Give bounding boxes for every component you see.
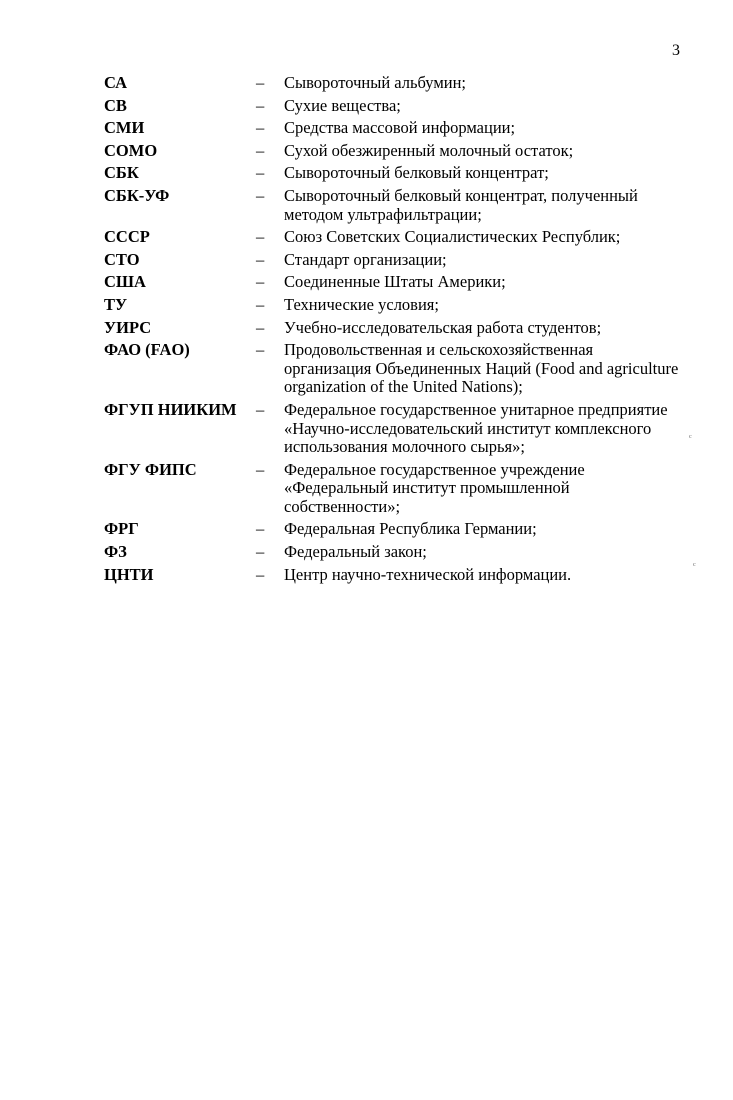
abbreviation-row	[104, 401, 704, 457]
abbreviation-definition: Сухой обезжиренный молочный остаток;	[284, 140, 574, 160]
dash: –	[256, 519, 265, 539]
abbreviation-term: СОМО	[104, 140, 158, 160]
dash: –	[256, 118, 265, 138]
abbreviation-row	[104, 187, 704, 224]
abbreviation-definition: Сывороточный альбумин;	[284, 73, 466, 92]
abbreviation-term: СБК	[104, 163, 139, 183]
abbreviation-definition: Сывороточный белковый концентрат, полученный методом ультрафильтрации;	[284, 185, 638, 224]
dash: –	[256, 340, 265, 360]
abbreviation-definition: Технические условия;	[284, 294, 439, 314]
abbreviation-definition: Федеральное государственное унитарное предприятие «Научно-исследовательский институт комплексного использования молочного сырья»;	[284, 399, 668, 457]
abbreviation-row	[104, 164, 704, 183]
abbreviation-definition: Федеральное государственное учреждение «Федеральный институт промышленной собственности»;	[284, 459, 585, 516]
scan-speck-mark: ᶜ	[689, 432, 692, 444]
abbreviation-term: СБК-УФ	[104, 185, 170, 205]
dash: –	[256, 294, 265, 314]
dash: –	[256, 542, 265, 562]
abbreviation-definition: Федеральный закон;	[284, 542, 427, 562]
abbreviation-definition: Соединенные Штаты Америки;	[284, 272, 506, 292]
dash: –	[256, 399, 265, 419]
abbreviation-definition: Стандарт организации;	[284, 249, 447, 269]
abbreviation-row	[104, 273, 704, 292]
abbreviation-term: ФГУП НИИКИМ	[104, 399, 237, 419]
abbreviation-row	[104, 543, 704, 562]
scan-speck-mark: ᶜ	[693, 560, 696, 572]
abbreviation-row	[104, 119, 704, 138]
abbreviation-row	[104, 461, 704, 517]
abbreviation-term: СА	[104, 73, 128, 92]
dash: –	[256, 185, 265, 205]
abbreviation-definition: Федеральная Республика Германии;	[284, 519, 537, 539]
abbreviation-term: США	[104, 272, 146, 292]
abbreviation-term: ФАО (FAO)	[104, 340, 190, 360]
abbreviation-term: ФГУ ФИПС	[104, 459, 197, 479]
abbreviation-term: СМИ	[104, 118, 145, 138]
abbreviation-term: ЦНТИ	[104, 564, 154, 584]
abbreviation-term: ФРГ	[104, 519, 139, 539]
abbreviation-row	[104, 97, 704, 116]
abbreviation-row	[104, 228, 704, 247]
abbreviation-row	[104, 251, 704, 270]
abbreviation-row	[104, 341, 704, 397]
abbreviation-term: ФЗ	[104, 542, 127, 562]
abbreviation-definition: Центр научно-технической информации.	[284, 564, 572, 584]
abbreviation-definition: Сывороточный белковый концентрат;	[284, 163, 549, 183]
abbreviation-row	[104, 520, 704, 539]
abbreviation-row	[104, 319, 704, 338]
abbreviation-definition: Союз Советских Социалистических Республик;	[284, 227, 621, 247]
dash: –	[256, 272, 265, 292]
abbreviation-row	[104, 296, 704, 315]
dash: –	[256, 73, 265, 92]
abbreviation-term: СТО	[104, 249, 140, 269]
abbreviation-definition: Продовольственная и сельскохозяйственная организация Объединенных Наций (Food and agriculture organization of the United Nations);	[284, 340, 679, 397]
dash: –	[256, 140, 265, 160]
abbreviation-term: ТУ	[104, 294, 128, 314]
dash: –	[256, 249, 265, 269]
abbreviation-definition: Средства массовой информации;	[284, 118, 516, 138]
abbreviation-row	[104, 566, 704, 585]
abbreviation-list	[104, 74, 704, 588]
dash: –	[256, 227, 265, 247]
dash: –	[256, 163, 265, 183]
abbreviation-row	[104, 142, 704, 161]
dash: –	[256, 317, 265, 337]
dash: –	[256, 95, 265, 115]
abbreviation-term: УИРС	[104, 317, 152, 337]
abbreviation-definition: Учебно-исследовательская работа студентов;	[284, 317, 602, 337]
dash: –	[256, 564, 265, 584]
abbreviation-definition: Сухие вещества;	[284, 95, 401, 115]
abbreviation-row	[104, 74, 704, 93]
dash: –	[256, 459, 265, 479]
abbreviation-term: СССР	[104, 227, 150, 247]
page-number: 3	[672, 42, 680, 59]
abbreviation-term: СВ	[104, 95, 127, 115]
